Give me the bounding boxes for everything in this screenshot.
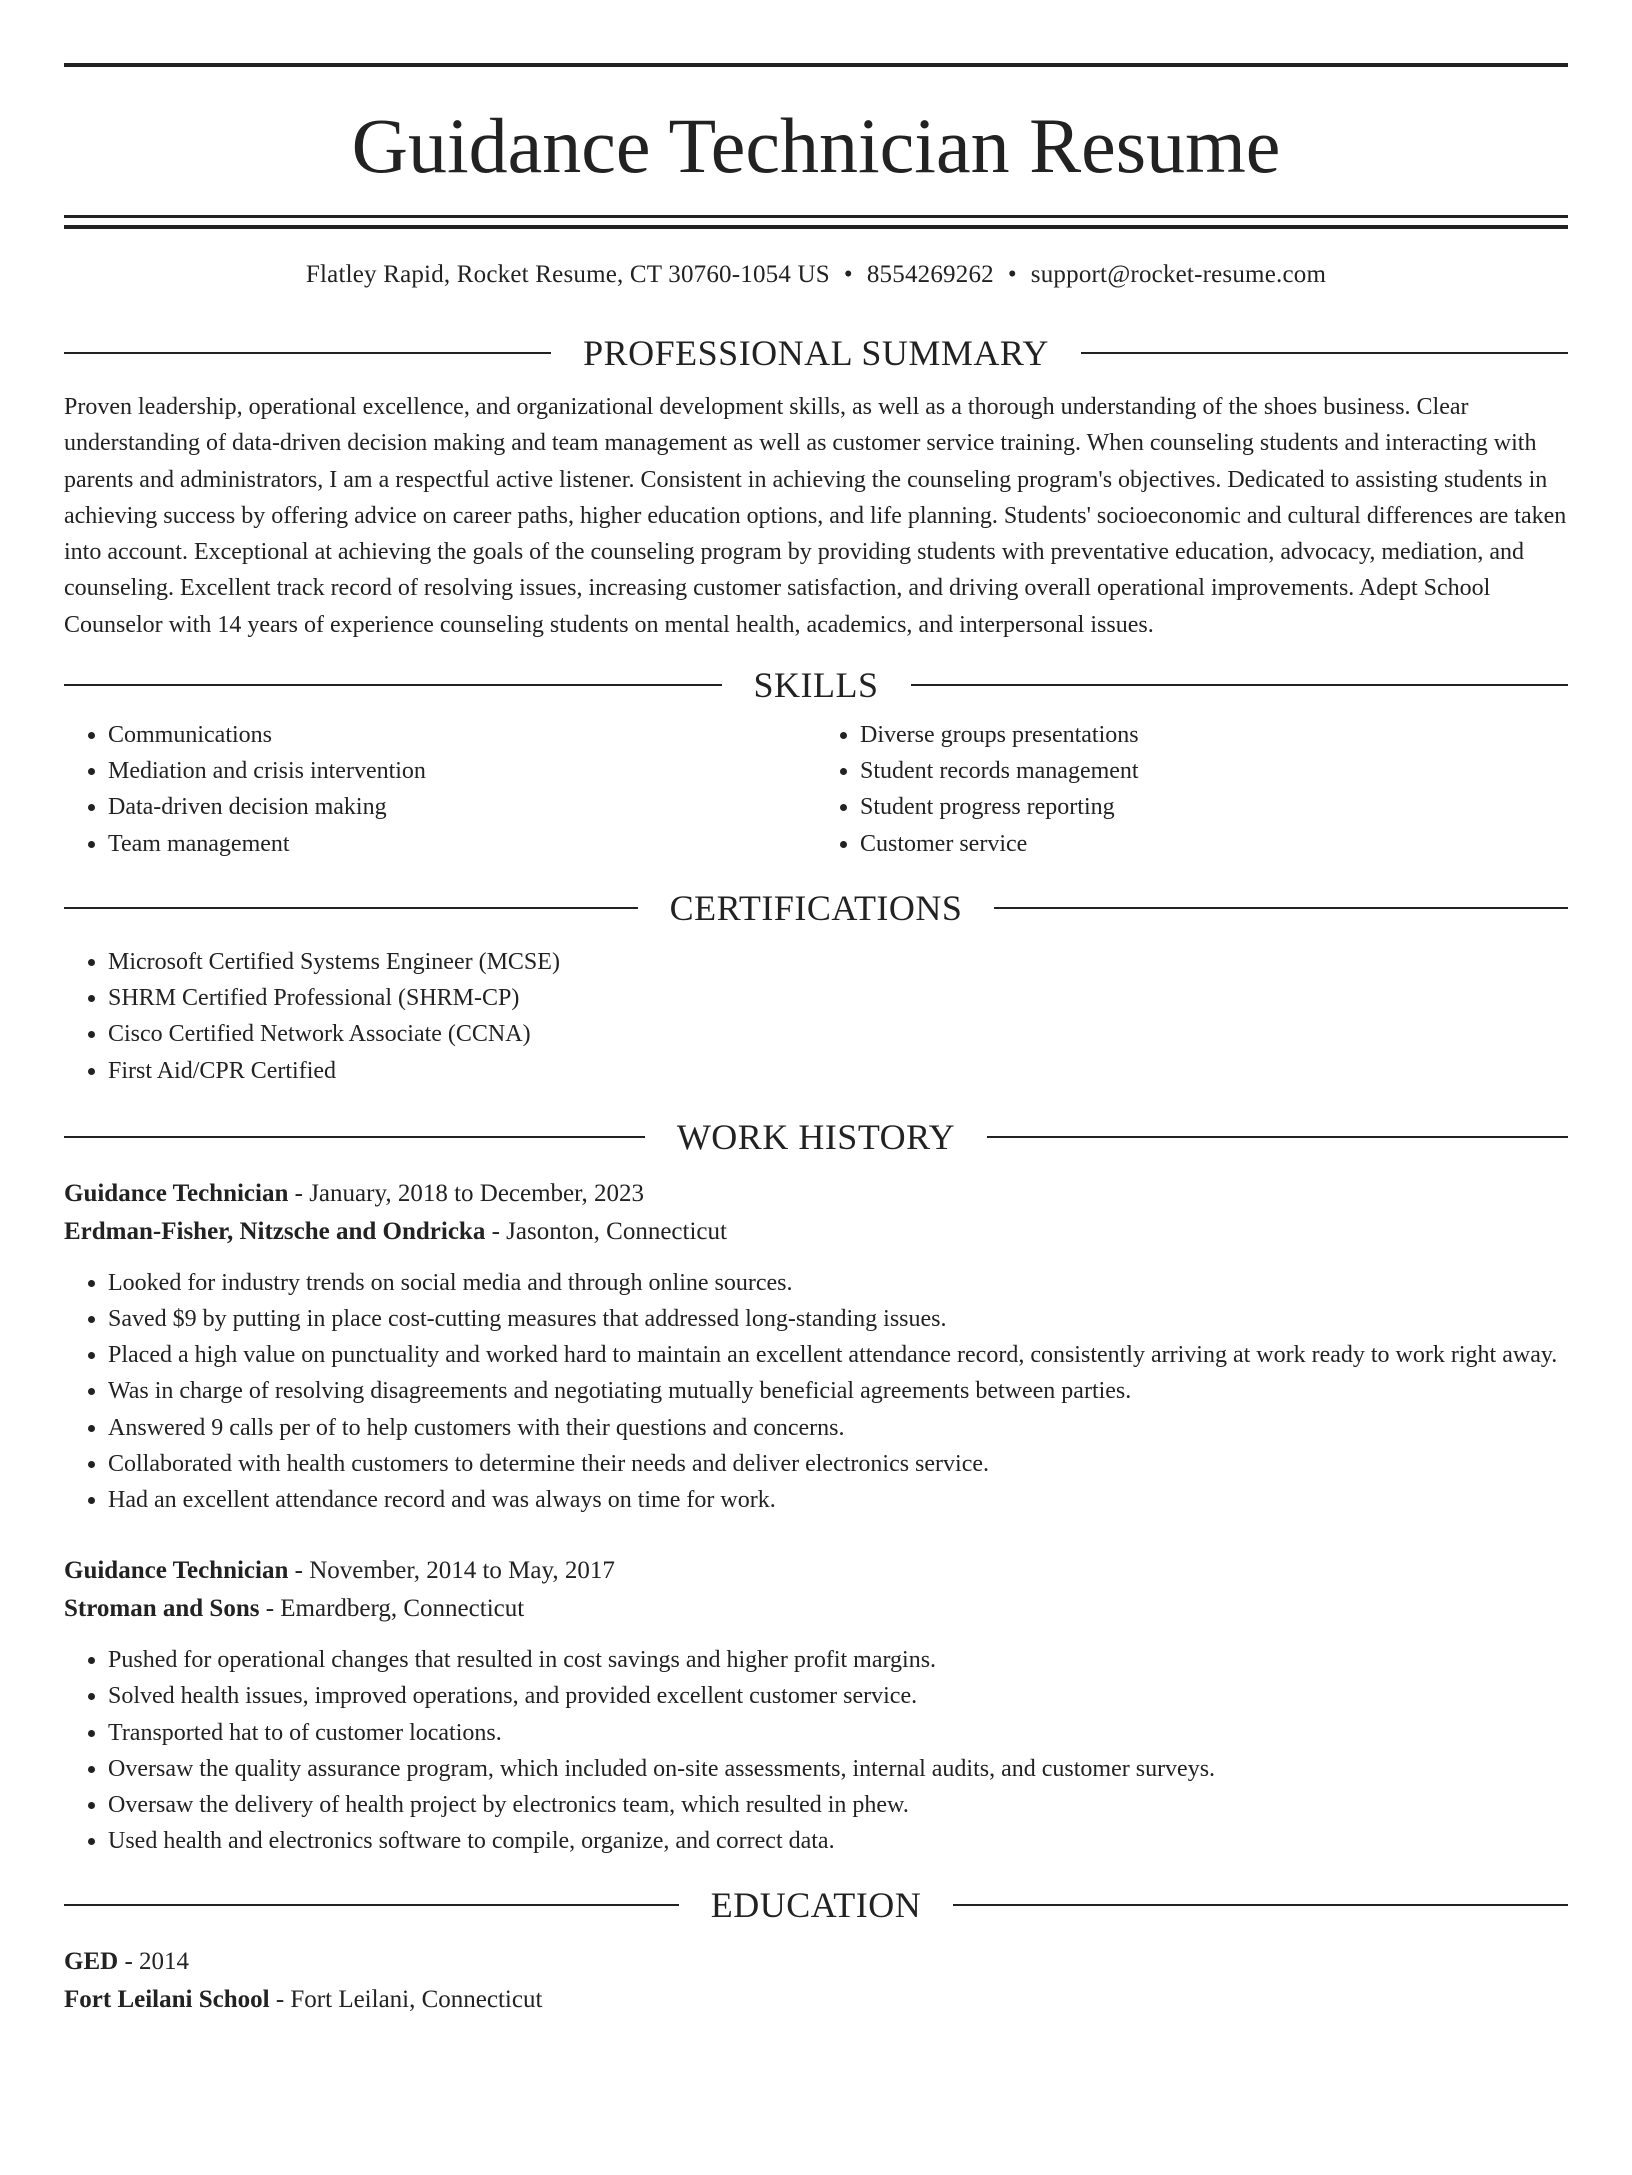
heading-rule-right bbox=[953, 1904, 1568, 1906]
heading-rule-right bbox=[987, 1136, 1568, 1138]
heading-rule-left bbox=[64, 684, 722, 686]
summary-heading bbox=[64, 327, 1568, 379]
certification-item: • SHRM Certified Professional (SHRM-CP) bbox=[108, 980, 1568, 1016]
skill-item: • Student progress reporting bbox=[860, 789, 1568, 825]
job-bullet: • Looked for industry trends on social media and through online sources. bbox=[108, 1265, 1568, 1301]
resume-page bbox=[0, 63, 1632, 2175]
education-entry bbox=[64, 1943, 1568, 2019]
education-heading bbox=[64, 1879, 1568, 1931]
skill-item: • Diverse groups presentations bbox=[860, 717, 1568, 753]
job-bullet: • Saved $9 by putting in place cost-cutting measures that addressed long-standing issues. bbox=[108, 1301, 1568, 1337]
job-title: Guidance Technician bbox=[64, 1179, 289, 1207]
work-heading bbox=[64, 1111, 1568, 1163]
education-location: - Fort Leilani, Connecticut bbox=[269, 1986, 543, 2014]
job-company: Erdman-Fisher, Nitzsche and Ondricka bbox=[64, 1217, 486, 1245]
certifications-list bbox=[64, 944, 1568, 1089]
heading-rule-right bbox=[1081, 352, 1568, 354]
job-entry bbox=[64, 1552, 1568, 1859]
skill-item: • Customer service bbox=[860, 826, 1568, 862]
page-title: Guidance Technician Resume bbox=[351, 102, 1281, 189]
job-bullet: • Oversaw the delivery of health project by electronics team, which resulted in phew. bbox=[108, 1787, 1568, 1823]
education-heading-label: EDUCATION bbox=[710, 1885, 922, 1926]
education-school: Fort Leilani School bbox=[64, 1986, 270, 2014]
contact-phone: 8554269262 bbox=[866, 261, 994, 288]
job-company-line bbox=[64, 1590, 1568, 1628]
contact-separator: • bbox=[1007, 261, 1017, 288]
job-bullet: • Oversaw the quality assurance program, which included on-site assessments, internal audits, and customer surveys. bbox=[108, 1751, 1568, 1787]
skills-grid bbox=[64, 717, 1568, 862]
job-title-line bbox=[64, 1175, 1568, 1213]
job-bullets bbox=[64, 1265, 1568, 1518]
job-bullet: • Transported hat to of customer locations. bbox=[108, 1715, 1568, 1751]
skill-item: • Data-driven decision making bbox=[108, 789, 816, 825]
work-heading-label: WORK HISTORY bbox=[676, 1116, 956, 1157]
job-bullet: • Answered 9 calls per of to help customers with their questions and concerns. bbox=[108, 1410, 1568, 1446]
job-dates: - November, 2014 to May, 2017 bbox=[288, 1557, 615, 1585]
education-school-line bbox=[64, 1981, 1568, 2019]
job-bullet: • Pushed for operational changes that resulted in cost savings and higher profit margins. bbox=[108, 1642, 1568, 1678]
top-rule bbox=[64, 63, 1568, 67]
heading-rule-left bbox=[64, 1904, 679, 1906]
education-degree-line bbox=[64, 1943, 1568, 1981]
job-company-line bbox=[64, 1213, 1568, 1251]
certifications-heading-label: CERTIFICATIONS bbox=[669, 887, 963, 928]
job-bullet: • Was in charge of resolving disagreements and negotiating mutually beneficial agreements between parties. bbox=[108, 1373, 1568, 1409]
job-location: - Jasonton, Connecticut bbox=[485, 1217, 727, 1245]
contact-address: Flatley Rapid, Rocket Resume, CT 30760-1054 US bbox=[305, 261, 830, 288]
skills-list-left bbox=[64, 717, 816, 862]
skill-item: • Mediation and crisis intervention bbox=[108, 753, 816, 789]
skills-heading-label: SKILLS bbox=[753, 665, 879, 706]
job-bullet: • Had an excellent attendance record and was always on time for work. bbox=[108, 1482, 1568, 1518]
skill-item: • Student records management bbox=[860, 753, 1568, 789]
job-bullet: • Placed a high value on punctuality and worked hard to maintain an excellent attendance record, consistently arriving at work ready to work right away. bbox=[108, 1337, 1568, 1373]
contact-email: support@rocket-resume.com bbox=[1030, 261, 1327, 288]
skills-list-right bbox=[816, 717, 1568, 862]
job-title: Guidance Technician bbox=[64, 1557, 289, 1585]
job-entry bbox=[64, 1175, 1568, 1518]
skill-item: • Communications bbox=[108, 717, 816, 753]
certification-item: • Microsoft Certified Systems Engineer (MCSE) bbox=[108, 944, 1568, 980]
heading-rule-right bbox=[994, 907, 1568, 909]
job-company: Stroman and Sons bbox=[64, 1595, 260, 1623]
contact-line bbox=[64, 261, 1568, 297]
job-bullet: • Solved health issues, improved operations, and provided excellent customer service. bbox=[108, 1678, 1568, 1714]
job-location: - Emardberg, Connecticut bbox=[259, 1595, 525, 1623]
heading-rule-left bbox=[64, 352, 551, 354]
job-bullets bbox=[64, 1642, 1568, 1859]
summary-text: Proven leadership, operational excellence, and organizational development skills, as well as a thorough understanding of the shoes business. Clear understanding of data-driven decision making and team management as well as customer service training. When counseling students and interacting with parents and administrators, I am a respectful active listener. Consistent in achieving the counseling program's objectives. Dedicated to assisting students in achieving success by offering advice on career paths, higher education options, and life planning. Students' socioeconomic and cultural differences are taken into account. Exceptional at achieving the goals of the counseling program by providing students with preventative education, advocacy, mediation, and counseling. Excellent track record of resolving issues, increasing customer satisfaction, and driving overall operational improvements. Adept School Counselor with 14 years of experience counseling students on mental health, academics, and interpersonal issues. bbox=[64, 394, 1567, 638]
job-bullet: • Collaborated with health customers to determine their needs and deliver electronics service. bbox=[108, 1446, 1568, 1482]
contact-separator: • bbox=[843, 261, 853, 288]
job-dates: - January, 2018 to December, 2023 bbox=[288, 1179, 644, 1207]
education-degree: GED bbox=[64, 1948, 119, 1976]
skills-heading bbox=[64, 659, 1568, 711]
certification-item: • Cisco Certified Network Associate (CCNA) bbox=[108, 1016, 1568, 1052]
certifications-heading bbox=[64, 882, 1568, 934]
job-title-line bbox=[64, 1552, 1568, 1590]
skill-item: • Team management bbox=[108, 826, 816, 862]
double-rule bbox=[64, 215, 1568, 229]
certification-item: • First Aid/CPR Certified bbox=[108, 1053, 1568, 1089]
heading-rule-right bbox=[911, 684, 1569, 686]
heading-rule-left bbox=[64, 1136, 645, 1138]
job-bullet: • Used health and electronics software to compile, organize, and correct data. bbox=[108, 1823, 1568, 1859]
education-year: - 2014 bbox=[118, 1948, 190, 1976]
heading-rule-left bbox=[64, 907, 638, 909]
summary-heading-label: PROFESSIONAL SUMMARY bbox=[583, 333, 1049, 373]
